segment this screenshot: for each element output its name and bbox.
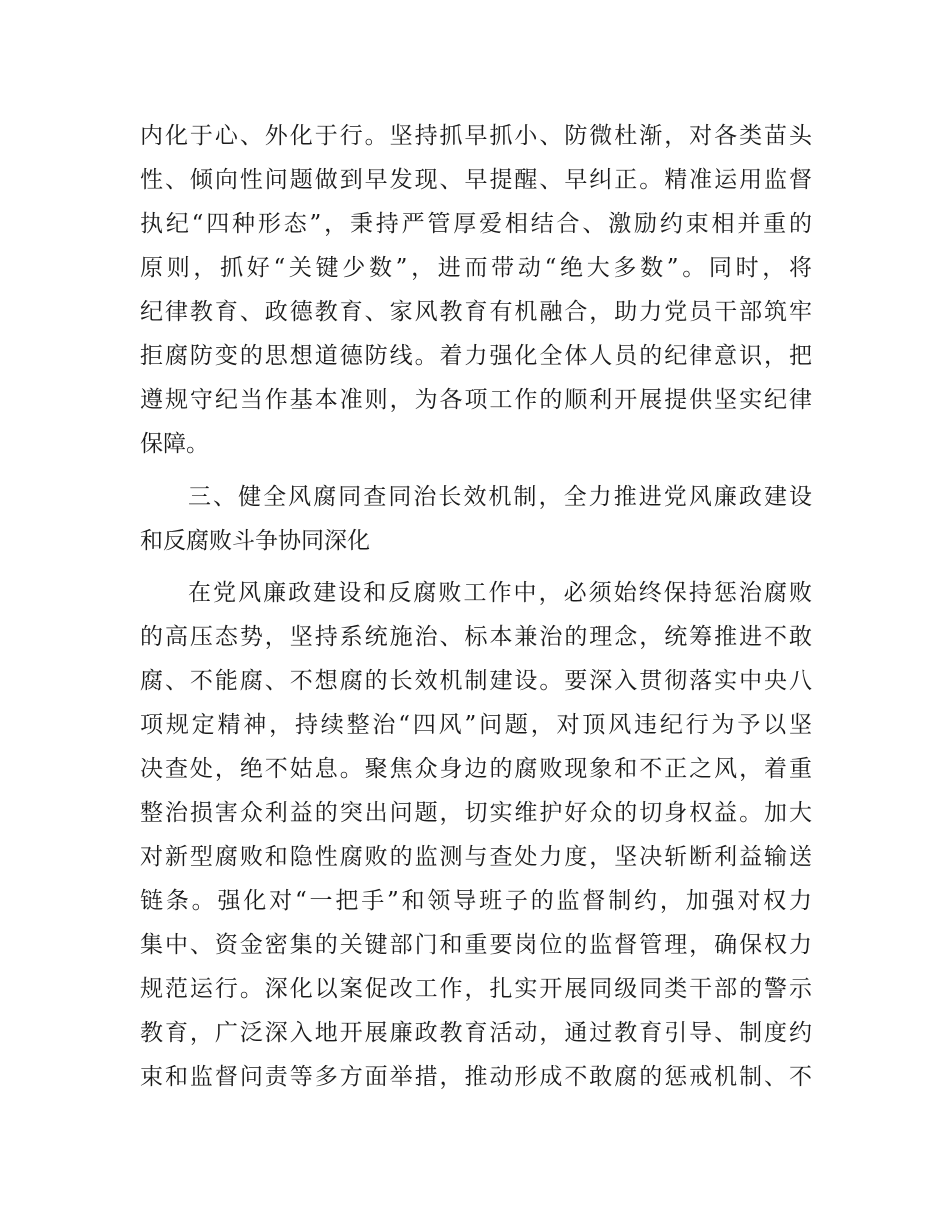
paragraph-3-line-11: 教育，广泛深入地开展廉政教育活动，通过教育引导、制度约: [140, 1020, 812, 1046]
paragraph-3-line-8: 链条。强化对“一把手”和领导班子的监督制约，加强对权力: [140, 888, 812, 914]
paragraph-1-line-6: 拒腐防变的思想道德防线。着力强化全体人员的纪律意识，把: [140, 343, 812, 369]
paragraph-1-line-5: 纪律教育、政德教育、家风教育有机融合，助力党员干部筑牢: [140, 299, 812, 325]
paragraph-3-line-12: 束和监督问责等多方面举措，推动形成不敢腐的惩戒机制、不: [140, 1064, 812, 1090]
paragraph-1-line-2: 性、倾向性问题做到早发现、早提醒、早纠正。精准运用监督: [140, 167, 812, 193]
paragraph-3-line-4: 项规定精神，持续整治“四风”问题，对顶风违纪行为予以坚: [140, 712, 812, 738]
paragraph-3-line-1: 在党风廉政建设和反腐败工作中，必须始终保持惩治腐败: [188, 580, 812, 606]
paragraph-3-line-6: 整治损害众利益的突出问题，切实维护好众的切身权益。加大: [140, 800, 812, 826]
section-heading-line-1: 三、健全风腐同查同治长效机制，全力推进党风廉政建设: [188, 484, 812, 510]
paragraph-3-line-5: 决查处，绝不姑息。聚焦众身边的腐败现象和不正之风，着重: [140, 756, 812, 782]
paragraph-1-line-1: 内化于心、外化于行。坚持抓早抓小、防微杜渐，对各类苗头: [140, 123, 812, 149]
paragraph-1-line-3: 执纪“四种形态”，秉持严管厚爱相结合、激励约束相并重的: [140, 211, 812, 237]
paragraph-1-line-8: 保障。: [140, 431, 209, 457]
paragraph-1-line-4: 原则，抓好“关键少数”，进而带动“绝大多数”。同时，将: [140, 255, 812, 281]
paragraph-3-line-2: 的高压态势，坚持系统施治、标本兼治的理念，统筹推进不敢: [140, 624, 812, 650]
paragraph-3-line-9: 集中、资金密集的关键部门和重要岗位的监督管理，确保权力: [140, 932, 812, 958]
paragraph-3-line-7: 对新型腐败和隐性腐败的监测与查处力度，坚决斩断利益输送: [140, 844, 812, 870]
paragraph-1-line-7: 遵规守纪当作基本准则，为各项工作的顺利开展提供坚实纪律: [140, 387, 812, 413]
section-heading-line-2: 和反腐败斗争协同深化: [140, 528, 370, 554]
paragraph-3-line-3: 腐、不能腐、不想腐的长效机制建设。要深入贯彻落实中央八: [140, 668, 812, 694]
paragraph-3-line-10: 规范运行。深化以案促改工作，扎实开展同级同类干部的警示: [140, 976, 812, 1002]
